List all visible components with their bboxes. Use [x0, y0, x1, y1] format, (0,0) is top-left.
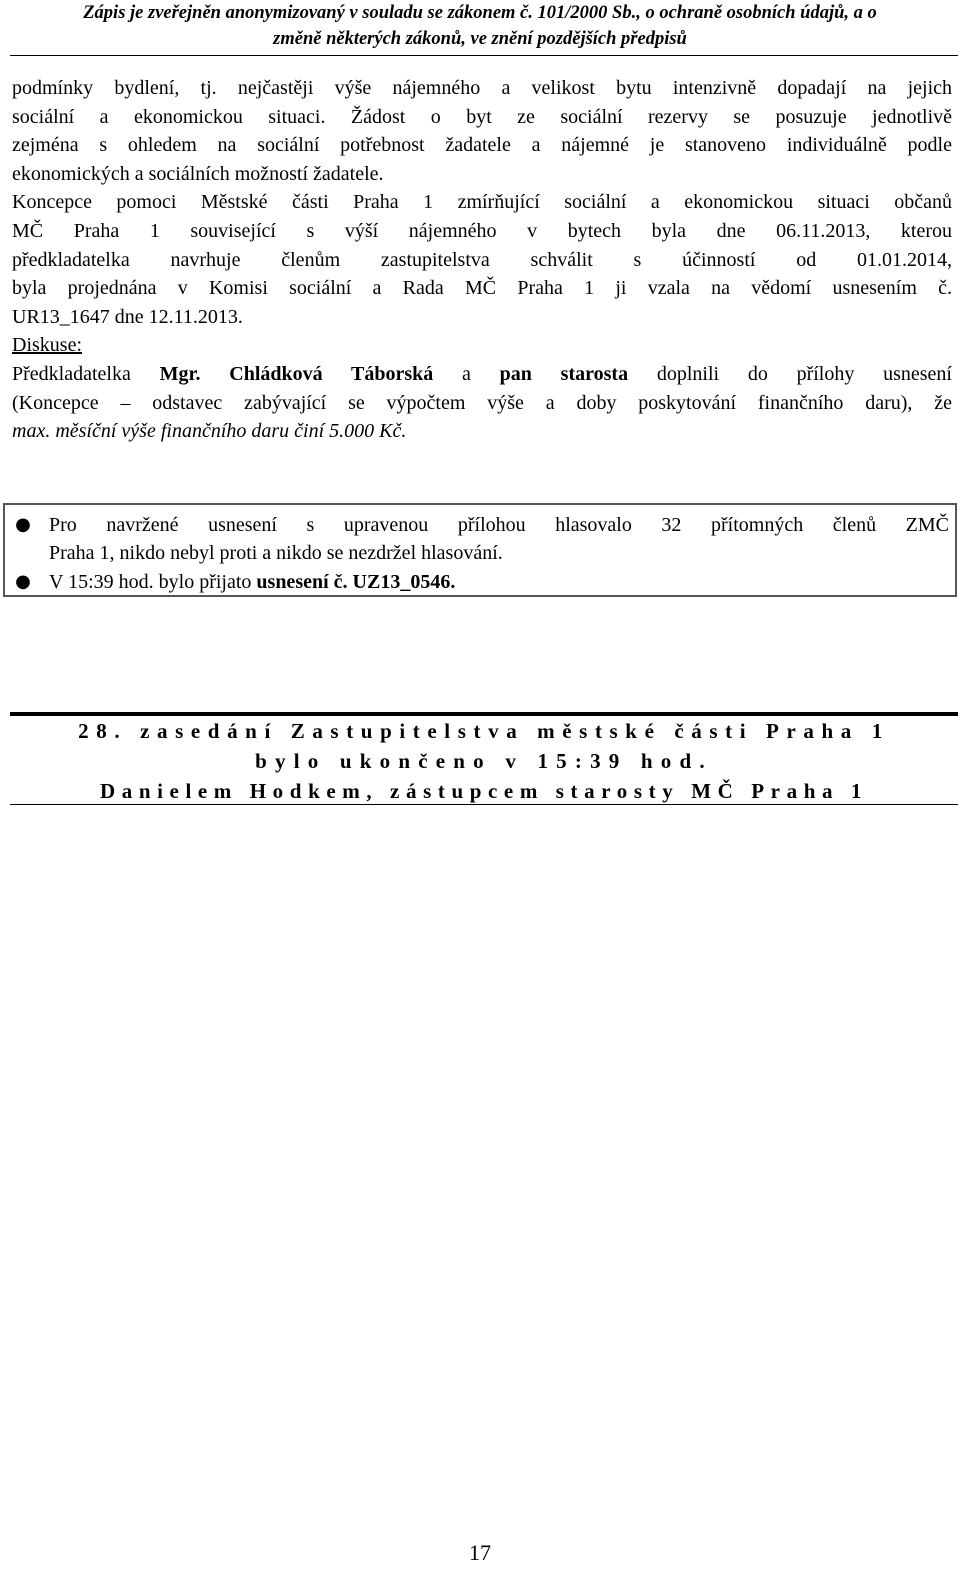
text-line: ekonomických a sociálních možností žadatele. — [12, 162, 384, 185]
text-line: sociální a ekonomickou situaci. Žádost o byt ze sociální rezervy se posuzuje jednotlivě — [12, 105, 952, 128]
presenter-name: Mgr. Chládková Táborská — [159, 362, 434, 385]
discussion-line-1 — [12, 360, 952, 389]
text-line: UR13_1647 dne 12.11.2013. — [12, 305, 243, 328]
page-number: 17 — [469, 1540, 491, 1565]
vote-line: Praha 1, nikdo nebyl proti a nikdo se nezdržel hlasování. — [49, 542, 503, 564]
resolution-number: usnesení č. UZ13_0546. — [256, 571, 456, 593]
closing-statement — [10, 716, 958, 806]
mayor-label: pan starosta — [499, 362, 629, 385]
text-line: Koncepce pomoci Městské části Praha 1 zmírňující sociální a ekonomickou situaci občanů — [12, 191, 952, 214]
header-line-2: změně některých zákonů, ve znění pozdějších předpisů — [273, 29, 687, 49]
bullet-icon: ● — [15, 571, 31, 592]
document-header — [0, 0, 960, 52]
header-line-1: Zápis je zveřejněn anonymizovaný v souladu se zákonem č. 101/2000 Sb., o ochraně osobních údajů, a o — [83, 3, 877, 23]
vote-result-box — [3, 503, 957, 597]
vote-line: V 15:39 hod. bylo přijato — [49, 571, 257, 593]
vote-bullet-1 — [5, 511, 949, 540]
closing-bottom-divider — [10, 804, 958, 805]
header-divider — [10, 55, 958, 56]
text-line: zejména s ohledem na sociální potřebnost žadatele a nájemné je stanoveno individuálně podle — [12, 134, 952, 157]
discussion-text: a — [433, 362, 500, 385]
text-line: podmínky bydlení, tj. nejčastěji výše nájemného a velikost bytu intenzivně dopadají na jejich — [12, 77, 952, 99]
discussion-text: doplnili do přílohy usnesení — [628, 362, 952, 385]
text-line: byla projednána v Komisi sociální a Rada MČ Praha 1 ji vzala na vědomí usnesením č. — [12, 277, 952, 300]
vote-bullet-2 — [5, 568, 455, 597]
discussion-line-3: max. měsíční výše finančního daru činí 5.000 Kč. — [12, 420, 407, 443]
closing-line-2: bylo ukončeno v 15:39 hod. — [255, 749, 713, 773]
closing-line-1: 28. zasedání Zastupitelstva městské části Praha 1 — [78, 719, 890, 743]
text-line: MČ Praha 1 související s výší nájemného v bytech byla dne 06.11.2013, kterou — [12, 219, 952, 242]
discussion-line-2: (Koncepce – odstavec zabývající se výpočtem výše a doby poskytování finančního daru), že — [12, 391, 952, 414]
discussion-text: Předkladatelka — [12, 362, 160, 385]
discussion-heading: Diskuse: — [12, 334, 82, 357]
main-text — [12, 74, 952, 446]
bullet-icon: ● — [15, 514, 31, 535]
text-line: předkladatelka navrhuje členům zastupitelstva schválit s účinností od 01.01.2014, — [12, 248, 952, 271]
vote-line: Pro navržené usnesení s upravenou přílohou hlasovalo 32 přítomných členů ZMČ — [49, 514, 949, 536]
closing-line-3: Danielem Hodkem, zástupcem starosty MČ Praha 1 — [99, 779, 869, 803]
